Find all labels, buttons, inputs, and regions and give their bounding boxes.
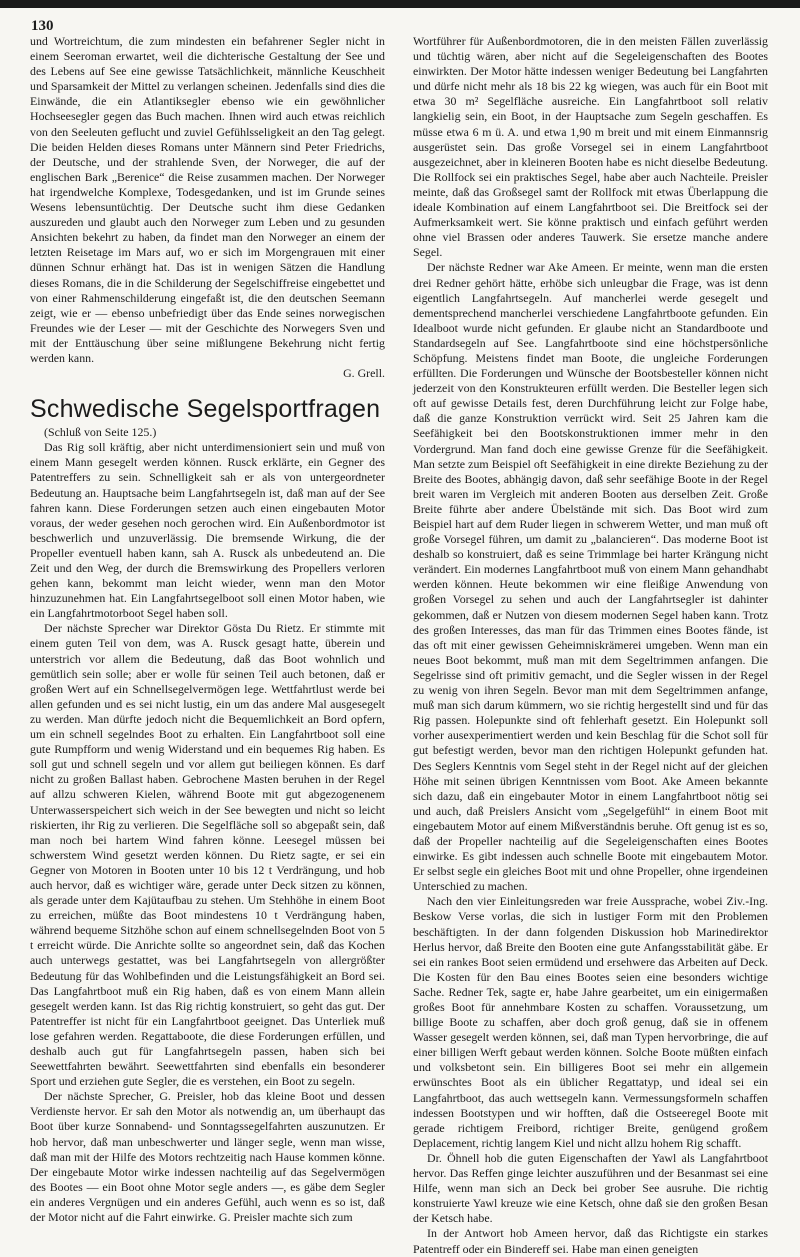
body-paragraph: Der nächste Sprecher, G. Preisler, hob das kleine Boot und dessen Verdienste hervor. Er sah den Motor als notwendig an, um überhaupt das Boot über kurze Sonnabend- und Sonntagssegelfahrten auszunutzen. Er hob hervor, daß man unbeschwerter und länger segle, wenn man wisse, daß man mit der Hilfe des Motors rechtzeitig nach Hause kommen könne. Der eingebaute Motor wirke indessen nachteilig auf das Segelvermögen des Bootes — ein Boot ohne Motor segle anders —, es gäbe dem Segler ein anderes Vergnügen und ein anderes Gefühl, auch wenn es so ist, daß der Motor nicht auf die Fahrt einwirke. G. Preisler machte sich zum: [30, 1089, 385, 1225]
left-column: [30, 34, 385, 1225]
body-paragraph: In der Antwort hob Ameen hervor, daß das Richtigste ein starkes Patentreff oder ein Bindereff sei. Habe man einen geneigten: [413, 1226, 768, 1256]
body-paragraph: Wortführer für Außenbordmotoren, die in den meisten Fällen zuverlässig und tüchtig wären, aber nicht auf die Segeleigenschaften des Bootes einwirkten. Der Motor hätte indessen weniger Bedeutung bei Langfahrten und dürfe nicht mehr als 18 bis 22 kg wiegen, was auch für ein Boot mit etwa 30 m² Segelfläche ausreiche. Ein Langfahrtboot soll relativ langkielig sein, ein Boot, in der Hauptsache zum Segeln geschaffen. Es müsse etwa 6 m ü. A. und etwa 1,90 m breit und mit einem Einmannsrig ausgerüstet sein. Das große Vorsegel sei in einem Langfahrtboot ausgezeichnet, aber in kleineren Booten habe es nicht dieselbe Bedeutung. Die Rollfock sei ein praktisches Segel, habe aber auch Nachteile. Preisler meinte, daß das Großsegel samt der Rollfock mit etwas Überlappung die ideale Kombination auf einem Langfahrtboot sei. Die Breitfock sei der Aufmerksamkeit wert. Sie könne praktisch und einfach geführt werden ohne viel Brassen oder anderes Tauwerk. Sie ersetze manche andere Segel.: [413, 34, 768, 260]
author-signature: G. Grell.: [343, 366, 385, 381]
body-paragraph: Dr. Öhnell hob die guten Eigenschaften der Yawl als Langfahrtboot hervor. Das Reffen ginge leichter auszuführen und der Besanmast sei eine Hilfe, wenn man sich an Deck bei grober See ausruhe. Die richtig konstruierte Yawl kreuze wie eine Ketsch, ohne daß sie den großen Besan der Ketsch habe.: [413, 1150, 768, 1226]
intro-paragraph: und Wortreichtum, die zum mindesten ein befahrener Segler nicht in einem Seeroman erwartet, weil die dichterische Gestaltung der See und des Lebens auf See eine gewisse Tatsächlichkeit, männliche Keuschheit und Sparsamkeit der Mittel zu verlangen scheinen. Jedenfalls sind dies die Einwände, die ein Atlantiksegler ebenso wie ein gewöhnlicher Hochseesegler gegen das Buch machen. Ihnen wird auch etwas reichlich von den Seeleuten geflucht und zuviel Gefühlsseligkeit an den Tag gelegt. Die beiden Helden dieses Romans unter Männern sind Peter Friedrichs, der Deutsche, und der strahlende Sven, der Norweger, die auf der englischen Bark „Berenice“ die Reise zusammen machen. Der Norweger hat irgendwelche Komplexe, Todesgedanken, und ist im Grunde seines Wesens lebensuntüchtig. Der Deutsche sucht ihm diese Gedanken auszureden und glaubt auch den Norweger zum Leben und zu gesunden Ansichten bekehrt zu haben, da findet man den Norweger an einem der letzten Reisetage im Mars auf, wo er sich im Morgengrauen mit einer dünnen Schnur erhängt hat. Das ist in wenigen Sätzen die Handlung dieses Romans, die in die Schilderung der Segelschiffreise eingebettet und von einer Rahmenschilderung eingefaßt ist, die den deutschen Seemann zeigt, wie er — ebenso unbefriedigt über das Ende seines norwegischen Freundes wie der Leser — mit der Geschichte des Norwegers Sven und mit der Enttäuschung über seine mißlungene Bekehrung nicht fertig werden kann.: [30, 34, 385, 365]
body-paragraph: Der nächste Sprecher war Direktor Gösta Du Rietz. Er stimmte mit einem guten Teil von dem, was A. Rusck gesagt hatte, überein und unterstrich vor allem die Bedeutung, daß das Boot wohnlich und gemütlich sein solle; aber er wolle für seinen Teil auch betonen, daß er großen Wert auf ein Schnellsegelvermögen lege. Wettfahrtlust werde bei allen gefunden und es sei nicht lustig, ein um das andere Mal ausgesegelt zu werden. Man dürfte jedoch nicht die Bequemlichkeit an Bord opfern, um ein schnell segelndes Boot zu erhalten. Ein Langfahrtboot soll eine gute Rumpfform und wenig Widerstand und ein bequemes Rig haben. Es soll gut und schnell segeln und vor allem gut beiliegen können. Es darf nicht zu großen Ballast haben. Gebrochene Masten beruhen in der Regel auf allzu schweren Kielen, während Boote mit gut abgezogenenem Unterwasserspeichert sich weich in der See bewegten und nicht so leicht riskierten, ihr Rig zu verlieren. Die Segelfläche soll so abgepaßt sein, daß man noch bei hartem Wind fahren könne. Leesegel müssen bei schwerstem Wind gesetzt werden können. Du Rietz sagte, er sei ein Gegner von Motoren in Booten unter 10 bis 12 t Verdrängung, und hob auch hervor, daß es wichtiger wäre, gerade unter Deck sitzen zu können, als gerade unter dem Kajütaufbau zu stehen. Um Stehhöhe in einem Boot zu erreichen, müßte das Boot mindestens 10 t Verdrängung haben, während bequeme Sitzhöhe schon auf einem schnellsegelnden Boot von 5 t erreicht würde. Die Anrichte sollte so angeordnet sein, daß das Kochen auch unterwegs gestattet, was bei Langfahrtsegeln von allergrößter Bedeutung für das Wohlbefinden und die Leistungsfähigkeit an Bord sei. Das Langfahrtboot muß ein Rig haben, daß es von einem Mann allein gesegelt werden kann. Ist das Rig richtig konstruiert, so geht das gut. Der Patentreffer ist nicht für ein Langfahrtboot geeignet. Das Unterliek muß lose gefahren werden. Regattaboote, die diese Forderungen erfüllen, und deshalb auch gut für Langfahrtsegeln passen, haben sich bei Seewettfahrten bewährt. Seewettfahrten sind ebenfalls ein besonderer Sport und erziehen gute Segler, die es verstehen, ein Boot zu segeln.: [30, 621, 385, 1089]
page-number: 130: [31, 18, 54, 34]
body-paragraph: Der nächste Redner war Ake Ameen. Er meinte, wenn man die ersten drei Redner gehört hätte, erhöbe sich unleugbar die Frage, was ist denn eigentlich Langfahrtsegeln. Auf mancherlei werde gesegelt und dementsprechend mancherlei verschiedene Langfahrtboote gefunden. Ein Idealboot wurde nicht gefunden. Er glaube nicht an Standardboote und Standardsegeln auf See. Langfahrtboote sind eine höchstpersönliche Schöpfung. Meistens findet man Boote, die ungleiche Forderungen erfüllten. Die Forderungen und Wünsche der Bootsbesteller können nicht jederzeit von den Konstrukteuren erfüllt werden. Die Besteller legen sich oft auf gewisse Details fest, deren Durchführung leicht zur Folge habe, daß die ganze Konstruktion verrückt wird. Seit 25 Jahren kam die Seefähigkeit bei den Bootskonstruktionen immer mehr in den Vordergrund. Man fand doch eine gewisse Grenze für die Seefähigkeit. Man setzte zum Beispiel oft Seefähigkeit in eine direkte Beziehung zu der Breite des Bootes, abhängig davon, daß sehr seefähige Boote in der Regel breit waren im Vergleich mit anderen Booten aus derselben Zeit. Große Breite führte aber andere Übelstände mit sich. Das Boot wird zum Beispiel hart auf dem Ruder liegen in schwerem Wetter, und man muß oft große Vorsegel führen, um damit zu „balancieren“. Das moderne Boot ist deshalb so konstruiert, daß es seine Trimmlage bei harter Krängung nicht verändert. Ein modernes Langfahrtboot muß von einem Mann gehandhabt werden können. Heute bekommen wir eine fleißige Anwendung von großen Vorsegel zu sehen und auch der Langfahrtsegler ist dahinter gekommen, daß er Nutzen von diesem modernen Segel haben kann. Trotz des großen Interesses, das man für das Trimmen eines Bootes fände, ist das oft mit einer gewissen Geheimniskrämerei umgeben. Wenn man ein neues Boot bekommt, muß man mit dem Segeltrimmen anfangen. Die Segelrisse sind oft primitiv gemacht, und die Segler wissen in der Regel zu wenig von ihren Segeln. Bevor man mit dem Segeltrimmen anfange, muß man sich darum kümmern, wo sie richtig hergestellt sind und für das Rig passen. Holepunkte sind oft fehlerhaft gesetzt. Ein Holepunkt soll vorher ausexperimentiert werden und kein Beschlag für die Schot soll für gut befestigt werden, bevor man den richtigen Holepunkt gefunden hat. Des Seglers Kenntnis vom Segel steht in der Regel nicht auf der gleichen Höhe mit seinen übrigen Kenntnissen vom Boot. Ake Ameen bekannte sich dazu, daß ein eingebauter Motor in einem Langfahrtboot nötig sei und auch, daß Preislers Ansicht vom „Segelgefühl“ in einem Boot mit eingebautem Motor auf einem Mißverständnis beruhe. Oft genug ist es so, daß der Propeller nachteilig auf die Segeleigenschaften eines Bootes einwirke. Es gibt indessen auch schnelle Boote mit eingebautem Motor. Er selbst segle ein gleiches Boot mit und ohne Propeller, ohne irgendeinen Unterschied zu machen.: [413, 260, 768, 894]
article-subtitle: (Schluß von Seite 125.): [44, 425, 157, 440]
top-rule: [0, 0, 800, 8]
right-column: [413, 34, 768, 1257]
body-paragraph: Das Rig soll kräftig, aber nicht unterdimensioniert sein und muß von einem Mann gesegelt werden können. Rusck erklärte, ein Gegner des Patentreffers zu sein. Schnelligkeit sah er als von untergeordneter Bedeutung an. Hauptsache beim Langfahrtsegeln ist, daß man auf der See fahren kann. Diese Forderungen setzen auch einen eingebauten Motor voraus, der weder gesehen noch gerochen wird. Ein Außenbordmotor ist beschwerlich und unzuverlässig. Die bremsende Wirkung, die der Propeller eventuell haben kann, sah A. Rusck als unbedeutend an. Die Zeit und den Weg, der durch die Bremswirkung des Propellers verloren gehen kann, bekommt man leicht wieder, wenn man den Motor hinzuzunehmen hat. Ein Langfahrtsegelboot soll einen Motor haben, wie ein Langfahrtmotorboot Segel haben soll.: [30, 440, 385, 621]
body-paragraph: Nach den vier Einleitungsreden war freie Aussprache, wobei Ziv.-Ing. Beskow Verse vorlas, die sich in lustiger Form mit den Problemen beschäftigten. In der dann folgenden Diskussion hob Marinedirektor Herlus hervor, daß Breite den Booten eine gute Anfangsstabilität gäbe. Er sei ein rankes Boot seien ermüdend und ersehwere das Arbeiten auf Deck. Die Kosten für den Bau eines Bootes seien eine besonders wichtige Sache. Redner Tek, sagte er, habe Jahre gearbeitet, um ein einigermaßen großes Boot für annehmbare Kosten zu schaffen. Voraussetzung, um billige Boote zu schaffen, aber doch groß genug, daß sie in offenem Wasser gesegelt werden können, sei, daß man Typen hervorbringe, die auf einer billigen Werft gebaut werden können. Solche Boote müßten einfach und volksbetont sein. Ein billigeres Boot sei mehr ein allgemein erwünschtes Boot als ein üblicher Regattatyp, und ideal sei ein Langfahrtboot, das auch wettsegeln kann. Vermessungsformeln schaffen indessen Bootstypen und wir hofften, daß die Ostseeregel Boote mit gerade richtigem Freibord, richtiger Breite, genügend großem Deplacement, richtig langem Kiel und nicht allzu hohem Rig schafft.: [413, 894, 768, 1150]
article-title: Schwedische Segelsportfragen: [30, 395, 381, 424]
